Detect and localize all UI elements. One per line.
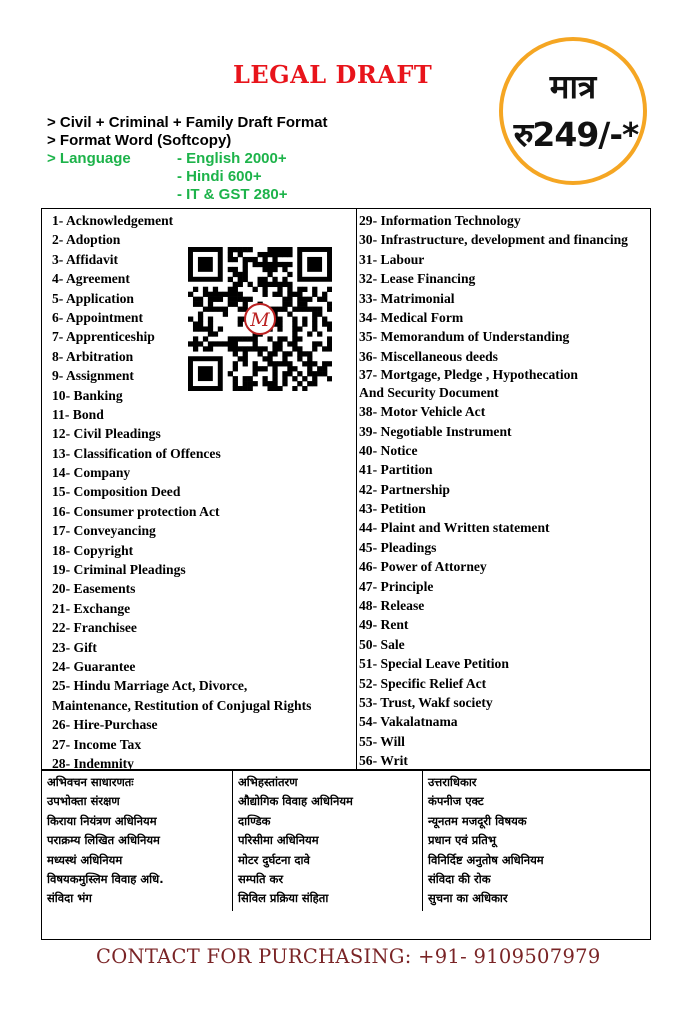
hindi-list-item: मोटर दुर्घटना दावे [238, 852, 310, 867]
list-item: 26- Hire-Purchase [52, 717, 158, 733]
features-list [47, 114, 328, 204]
hindi-list-item: अभिहस्तांतरण [238, 775, 298, 789]
hindi-column-3 [428, 773, 544, 909]
list-item: 23- Gift [52, 639, 97, 655]
column-divider [356, 209, 357, 769]
hindi-column-1 [47, 773, 164, 909]
hindi-divider-1 [232, 771, 233, 911]
list-item: 42- Partnership [359, 481, 450, 497]
feature-language-row-2 [47, 168, 328, 186]
list-item: 5- Application [52, 290, 134, 306]
list-item: 13- Classification of Offences [52, 445, 221, 461]
list-item: 24- Guarantee [52, 658, 136, 674]
hindi-list-item: उपभोक्ता संरक्षण [47, 794, 120, 809]
list-item: 30- Infrastructure, development and financing [359, 232, 628, 248]
list-item: 33- Matrimonial [359, 290, 455, 306]
list-item: 4- Agreement [52, 271, 130, 287]
list-item: 29- Information Technology [359, 213, 521, 228]
list-item: 7- Apprenticeship [52, 329, 155, 345]
list-item: 9- Assignment [52, 368, 134, 384]
feature-language-row-3 [47, 186, 328, 204]
list-item: 28- Indemnity [52, 755, 134, 771]
list-item: 11- Bond [52, 406, 104, 422]
hindi-drafts-box [41, 770, 651, 940]
language-english: - English 2000+ [177, 150, 287, 167]
hindi-list-item: संविदा भंग [47, 891, 92, 906]
list-item: 54- Vakalatnama [359, 714, 458, 730]
list-item: 41- Partition [359, 462, 433, 478]
list-item: 6- Appointment [52, 309, 144, 325]
qr-logo: M [250, 309, 270, 331]
list-item: 43- Petition [359, 501, 426, 517]
list-item: 55- Will [359, 733, 405, 749]
hindi-column-2 [238, 773, 353, 909]
list-item: 38- Motor Vehicle Act [359, 404, 486, 420]
hindi-list-item: संविदा की रोक [428, 872, 491, 887]
language-hindi: - Hindi 600+ [177, 168, 262, 185]
list-item: 3- Affidavit [52, 251, 119, 267]
hindi-list-item: दाण्डिक [238, 813, 271, 828]
list-item: 10- Banking [52, 387, 123, 403]
list-item: 12- Civil Pleadings [52, 426, 161, 442]
hindi-list-item: मध्यस्थं अधिनियम [47, 852, 123, 867]
hindi-list-item: पराक्रम्य लिखित अधिनियम [47, 833, 160, 848]
language-it-gst: - IT & GST 280+ [177, 186, 288, 203]
price-badge-value: रु249/-* [513, 115, 639, 154]
list-item: 14- Company [52, 465, 131, 481]
list-item: 56- Writ [359, 753, 408, 769]
list-item-line: 37- Mortgage, Pledge , Hypothecation [359, 367, 578, 383]
hindi-list-item: विषयकमुस्लिम विवाह अधि. [47, 872, 164, 887]
feature-language-row [47, 150, 328, 168]
list-item: 19- Criminal Pleadings [52, 562, 186, 578]
price-badge [499, 37, 647, 185]
list-item: 31- Labour [359, 251, 425, 267]
list-item: 50- Sale [359, 636, 405, 652]
feature-line-1: > Civil + Criminal + Family Draft Format [47, 114, 328, 131]
list-item: 40- Notice [359, 442, 418, 458]
hindi-list-item: अभिवचन साधारणतः [47, 775, 134, 789]
list-item: 49- Rent [359, 617, 409, 633]
hindi-list-item: विनिर्दिष्ट अनुतोष अधिनियम [428, 852, 544, 867]
list-item: 17- Conveyancing [52, 523, 156, 539]
drafts-list-right [359, 211, 628, 771]
list-item: 16- Consumer protection Act [52, 503, 220, 519]
hindi-list-item: सिविल प्रक्रिया संहिता [238, 891, 329, 906]
list-item: 48- Release [359, 598, 425, 614]
list-item: 34- Medical Form [359, 309, 464, 325]
list-item-line: Maintenance, Restitution of Conjugal Rights [52, 697, 312, 713]
drafts-list-box [41, 208, 651, 770]
qr-code-icon [188, 247, 332, 391]
list-item: 15- Composition Deed [52, 484, 181, 500]
language-label: > Language [47, 150, 131, 167]
list-item: 21- Exchange [52, 600, 131, 616]
hindi-list-item: परिसीमा अधिनियम [238, 833, 319, 848]
hindi-list-item: प्रधान एवं प्रतिभू [428, 833, 496, 848]
price-badge-label: मात्र [549, 67, 597, 106]
list-item: 35- Memorandum of Understanding [359, 329, 570, 345]
list-item: 27- Income Tax [52, 736, 142, 752]
hindi-list-item: कंपनीज एक्ट [428, 794, 484, 809]
list-item: 8- Arbitration [52, 348, 134, 364]
hindi-list-item: उत्तराधिकार [428, 775, 477, 789]
list-item: 46- Power of Attorney [359, 559, 487, 575]
page-title: LEGAL DRAFT [233, 60, 433, 89]
hindi-list-item: सुचना का अधिकार [428, 891, 508, 906]
list-item: 52- Specific Relief Act [359, 675, 487, 691]
list-item: 18- Copyright [52, 542, 134, 558]
list-item: 47- Principle [359, 578, 434, 594]
hindi-divider-2 [422, 771, 423, 911]
list-item: 22- Franchisee [52, 620, 137, 636]
list-item [52, 676, 311, 715]
list-item: 2- Adoption [52, 232, 121, 248]
list-item: 39- Negotiable Instrument [359, 423, 512, 439]
hindi-list-item: सम्पति कर [238, 872, 284, 887]
feature-line-2: > Format Word (Softcopy) [47, 132, 232, 149]
list-item: 32- Lease Financing [359, 271, 476, 287]
list-item: 51- Special Leave Petition [359, 656, 509, 672]
list-item: 20- Easements [52, 581, 136, 597]
hindi-list-item: औद्योगिक विवाह अधिनियम [238, 794, 353, 809]
list-item [359, 366, 628, 402]
hindi-list-item: न्यूनतम मजदूरी विषयक [428, 813, 527, 828]
list-item: 45- Pleadings [359, 539, 437, 555]
list-item: 36- Miscellaneous deeds [359, 348, 498, 364]
list-item: 1- Acknowledgement [52, 213, 174, 228]
list-item: 53- Trust, Wakf society [359, 694, 493, 710]
list-item-line: And Security Document [359, 385, 499, 401]
list-item-line: 25- Hindu Marriage Act, Divorce, [52, 678, 248, 694]
contact-line: CONTACT FOR PURCHASING: +91- 9109507979 [96, 945, 601, 968]
list-item: 44- Plaint and Written statement [359, 520, 550, 536]
hindi-list-item: किराया नियंत्रण अधिनियम [47, 813, 157, 828]
